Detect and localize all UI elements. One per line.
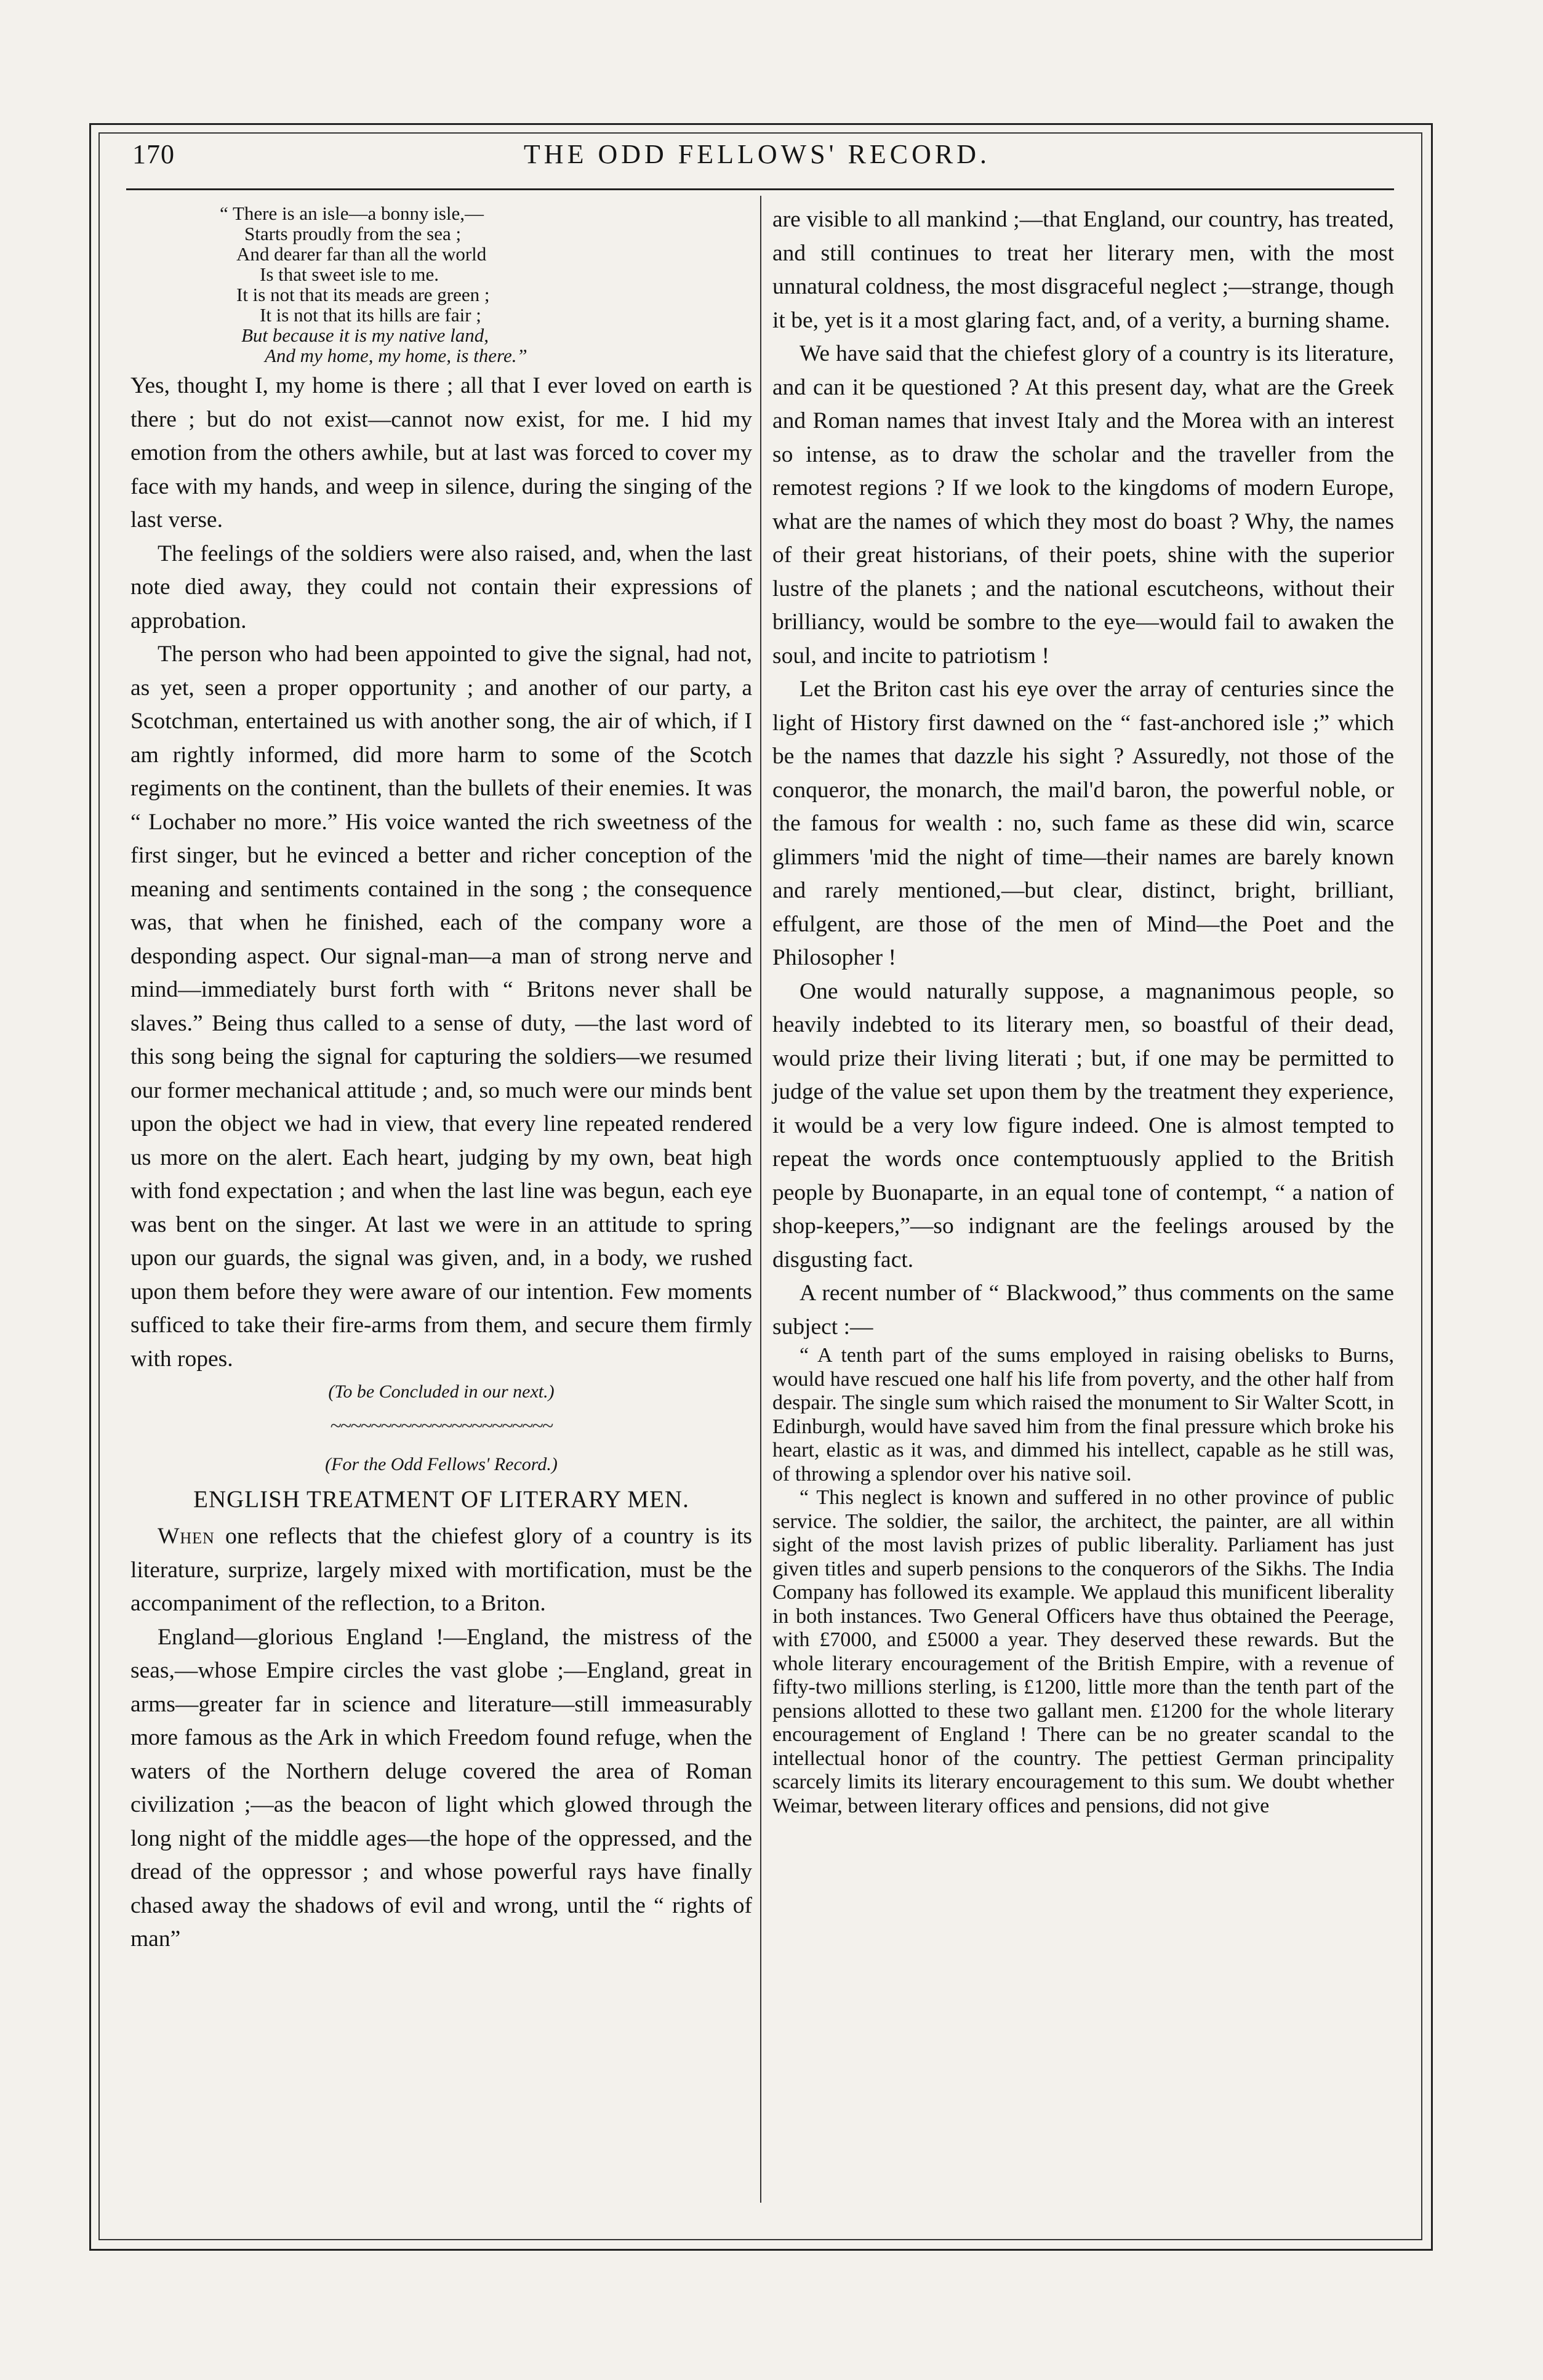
paragraph: England—glorious England !—England, the mistress of the seas,—whose Empire circles the vast globe ;—England, great in arms—greater far in science and literature—still immeasurably more famous as the Ark in which Freedom found refuge, when the waters of the Northern deluge covered the area of Roman civilization ;—as the beacon of light which glowed through the long night of the middle ages—the hope of the oppressed, and the dread of the oppressor ; and whose powerful rays have finally chased away the shadows of evil and wrong, until the “ rights of man” bbox=[130, 1624, 752, 1952]
article-heading: ENGLISH TREATMENT OF LITERARY MEN. bbox=[193, 1486, 689, 1513]
continuation-note: (To be Concluded in our next.) bbox=[328, 1381, 555, 1402]
page-number: 170 bbox=[132, 139, 175, 169]
paragraph bbox=[130, 1520, 752, 1621]
page-header bbox=[126, 139, 1388, 188]
drop-word: When bbox=[158, 1524, 215, 1549]
column-divider bbox=[760, 196, 761, 2203]
verse-line: Is that sweet isle to me. bbox=[260, 263, 439, 285]
paragraph: One would naturally suppose, a magnanimous people, so heavily indebted to its literary men, so boastful of their dead, would prize their living literati ; but, if one may be permitted to judge of the value set upon them by the treatment they experience, it would be a very low figure indeed. One is almost tempted to repeat the words once contemptuously applied to the British people by Buonaparte, in an equal tone of contempt, “ a nation of shop-keepers,”—so indignant are the feelings aroused by the disgusting fact. bbox=[772, 978, 1394, 1272]
paragraph: Let the Briton cast his eye over the array of centuries since the light of History first dawned on the “ fast-anchored isle ;” which be the names that dazzle his sight ? Assuredly, not those of the conqueror, the monarch, the mail'd baron, the powerful noble, or the famous for wealth : no, such fame as these did win, scarce glimmers 'mid the night of time—their names are barely known and rarely mentioned,—but clear, distinct, bright, brilliant, effulgent, are those of the men of Mind—the Poet and the Philosopher ! bbox=[772, 677, 1394, 970]
paragraph: Yes, thought I, my home is there ; all that I ever loved on earth is there ; but do not exist—cannot now exist, for me. I hid my emotion from the others awhile, but at last was forced to cover my face with my hands, and weep in silence, during the singing of the last verse. bbox=[130, 373, 752, 533]
paragraph-text: one reflects that the chiefest glory of a country is its literature, surprize, largely mixed with mortification, must be the accompaniment of the reflection, to a Briton. bbox=[130, 1524, 752, 1616]
right-column bbox=[772, 203, 1394, 1818]
verse-line: But because it is my native land, bbox=[241, 324, 489, 346]
header-rule bbox=[126, 188, 1394, 190]
quote-paragraph: “ A tenth part of the sums employed in raising obelisks to Burns, would have rescued one half his life from poverty, and the other half from despair. The single sum which raised the monument to Sir Walter Scott, in Edinburgh, would have saved him from the final pressure which broke his heart, elastic as it was, and dimmed his intellect, capable as he still was, of throwing a splendor over his native soil. bbox=[772, 1344, 1394, 1485]
section-separator: ~~~~~~~~~~~~~~~~~~~~~~ bbox=[330, 1415, 553, 1437]
poem-verse bbox=[130, 203, 752, 366]
blockquote bbox=[772, 1344, 1394, 1818]
verse-line: “ There is an isle—a bonny isle,— bbox=[220, 203, 484, 224]
source-note: (For the Odd Fellows' Record.) bbox=[325, 1454, 558, 1474]
running-title: THE ODD FELLOWS' RECORD. bbox=[523, 139, 991, 169]
verse-line: It is not that its hills are fair ; bbox=[260, 304, 481, 326]
verse-line: And my home, my home, is there.” bbox=[265, 345, 527, 366]
paragraph: A recent number of “ Blackwood,” thus comments on the same subject :— bbox=[772, 1280, 1394, 1340]
paragraph: We have said that the chiefest glory of a country is its literature, and can it be questioned ? At this present day, what are the Greek and Roman names that invest Italy and the Morea with an interest so intense, as to draw the scholar and the traveller from the remotest regions ? If we look to the kingdoms of modern Europe, what are the names of which they most do boast ? Why, the names of their great historians, of their poets, shine with the superior lustre of the planets ; and the national escutcheons, without their brilliancy, would be sombre to the eye—would fail to awaken the soul, and incite to patriotism ! bbox=[772, 341, 1394, 669]
quote-paragraph: “ This neglect is known and suffered in no other province of public service. The soldier, the sailor, the architect, the painter, are all within sight of the most lavish prizes of public liberality. Parliament has just given titles and superb pensions to the conquerors of the Sikhs. The India Company has followed its example. We applaud this munificent liberality in both instances. Two General Officers have thus obtained the Peerage, with £7000, and £5000 a year. They deserved these rewards. But the whole literary encouragement of the British Empire, with a revenue of fifty-two millions sterling, is £1200, little more than the tenth part of the pensions allotted to these two gallant men. £1200 for the whole literary encouragement of England ! There can be no greater scandal to the intellectual honor of the country. The pettiest German principality scarcely limits its literary encouragement to this sum. We doubt whether Weimar, between literary offices and pensions, did not give bbox=[772, 1486, 1394, 1817]
paragraph: The feelings of the soldiers were also raised, and, when the last note died away, they could not contain their expressions of approbation. bbox=[130, 541, 752, 633]
verse-line: It is not that its meads are green ; bbox=[236, 284, 490, 305]
paragraph: are visible to all mankind ;—that England, our country, has treated, and still continues to treat her literary men, with the most unnatural coldness, the most disgraceful neglect ;—strange, though it be, yet is it a most glaring fact, and, of a verity, a burning shame. bbox=[772, 207, 1394, 333]
verse-line: And dearer far than all the world bbox=[236, 243, 487, 265]
left-column bbox=[130, 203, 752, 1956]
verse-line: Starts proudly from the sea ; bbox=[244, 223, 462, 244]
paragraph: The person who had been appointed to give the signal, had not, as yet, seen a proper opportunity ; and another of our party, a Scotchman, entertained us with another song, the air of which, if I am rightly informed, did more harm to some of the Scotch regiments on the continent, than the bullets of their enemies. It was “ Lochaber no more.” His voice wanted the rich sweetness of the first singer, but he evinced a better and richer conception of the meaning and sentiments contained in the song ; the consequence was, that when he finished, each of the company wore a desponding aspect. Our signal-man—a man of strong nerve and mind—immediately burst forth with “ Britons never shall be slaves.” Being thus called to a sense of duty, —the last word of this song being the signal for capturing the soldiers—we resumed our former mechanical attitude ; and, so much were our minds bent upon the object we had in view, that every line repeated rendered us more on the alert. Each heart, judging by my own, beat high with fond expectation ; and when the last line was begun, each eye was bent on the singer. At last we were in an attitude to spring upon our guards, the signal was given, and, in a body, we rushed upon them before they were aware of our intention. Few moments sufficed to take their fire-arms from them, and secure them firmly with ropes. bbox=[130, 641, 752, 1372]
